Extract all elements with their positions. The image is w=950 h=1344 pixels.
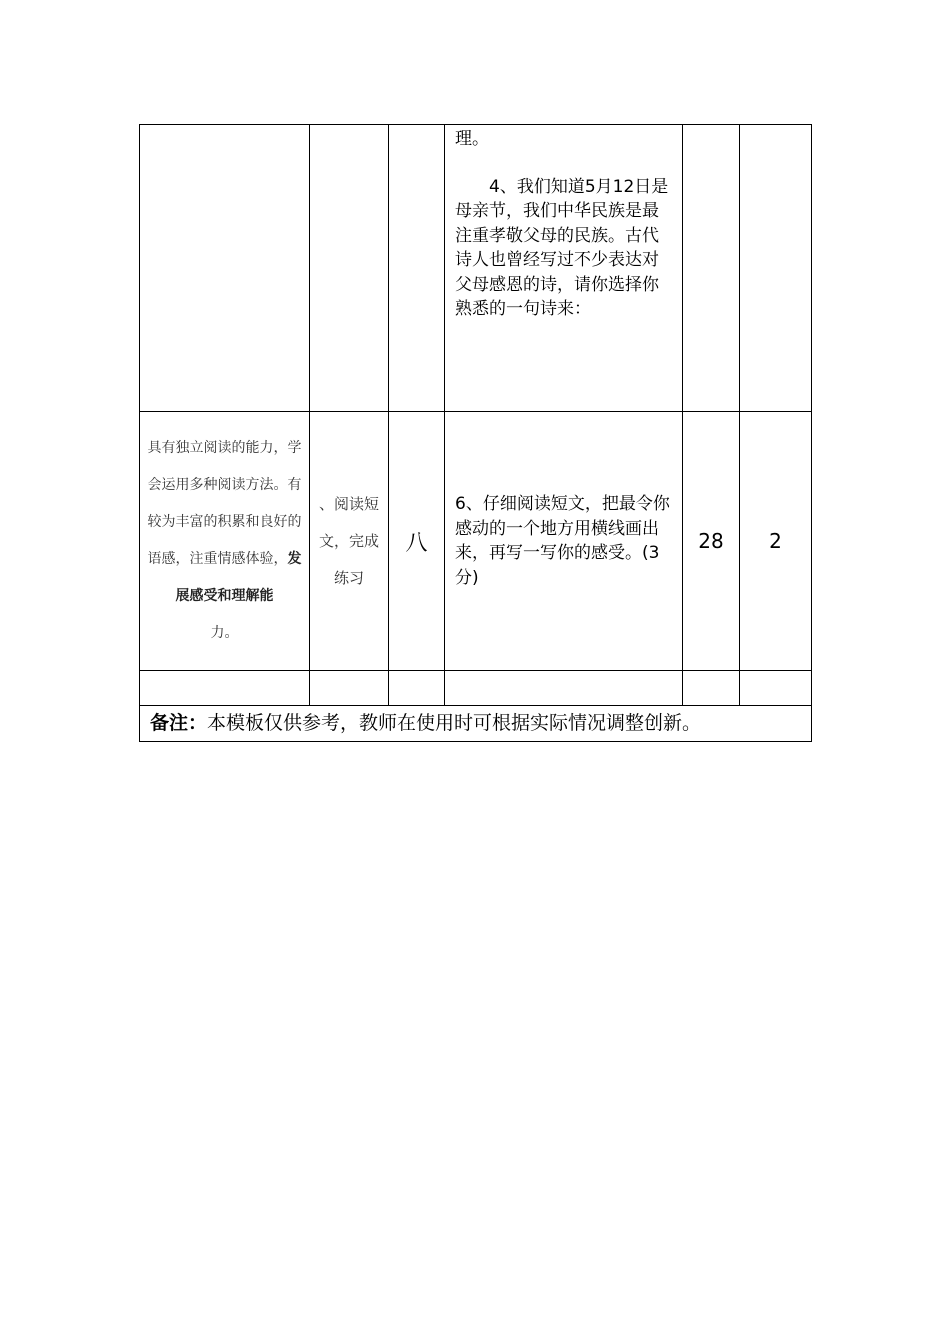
goal-bold-text: 发展感受和理解能	[175, 551, 302, 604]
empty-cell	[445, 671, 683, 706]
empty-cell	[740, 671, 812, 706]
note-row	[140, 706, 812, 742]
table-row	[140, 412, 812, 671]
note-label: 备注：	[150, 712, 208, 734]
goal-cell	[140, 412, 310, 671]
empty-cell	[683, 671, 740, 706]
number-cell: 28	[683, 412, 740, 671]
empty-cell	[389, 671, 445, 706]
score-cell-empty	[740, 125, 812, 412]
question-cell	[445, 125, 683, 412]
empty-cell	[310, 671, 389, 706]
goal-tail-text: 力。	[210, 625, 239, 641]
note-cell	[140, 706, 812, 742]
empty-cell	[140, 671, 310, 706]
method-cell: 、阅读短文，完成练习	[310, 412, 389, 671]
note-text: 本模板仅供参考，教师在使用时可根据实际情况调整创新。	[207, 712, 702, 734]
goal-text: 具有独立阅读的能力，学会运用多种阅读方法。有较为丰富的积累和良好的语感，注重情感体验，	[147, 440, 302, 567]
assessment-table	[139, 124, 812, 742]
task-cell: 6、仔细阅读短文，把最令你感动的一个地方用横线画出来，再写一写你的感受。(3分)	[445, 412, 683, 671]
score-cell: 2	[740, 412, 812, 671]
number-cell-empty	[683, 125, 740, 412]
section-cell: 八	[389, 412, 445, 671]
question-4: 4、我们知道5月12日是母亲节，我们中华民族是最注重孝敬父母的民族。古代诗人也曾经写过不少表达对父母感恩的诗，请你选择你熟悉的一句诗来：	[455, 176, 669, 319]
section-cell-empty	[389, 125, 445, 412]
question-continuation: 理。	[455, 129, 489, 149]
table-row	[140, 125, 812, 412]
table-row-empty	[140, 671, 812, 706]
method-cell-empty	[310, 125, 389, 412]
goal-cell-empty	[140, 125, 310, 412]
